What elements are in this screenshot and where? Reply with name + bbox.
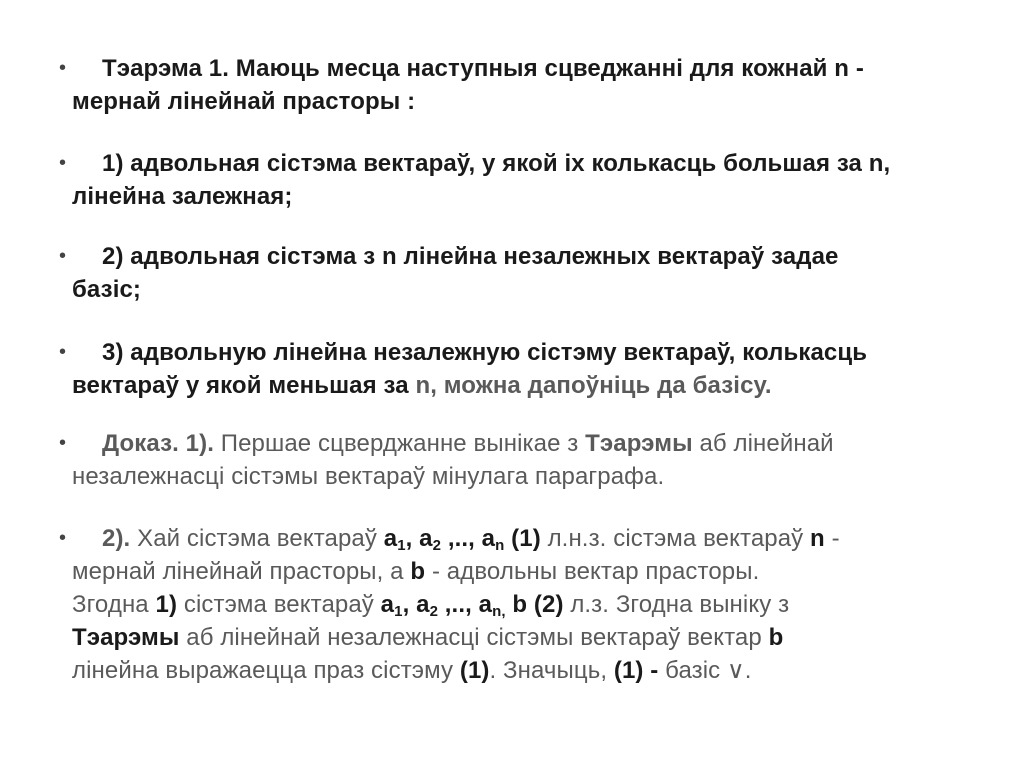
text-line [72,180,996,213]
bullet-statement-1 [59,147,996,213]
bullet-text [66,522,996,687]
text-line [72,85,996,118]
bullet-text [66,147,996,213]
text-run: базіс; [72,276,142,303]
text-run: Хай сістэма вектараў [130,525,384,552]
bullet-dot: • [59,57,67,79]
bullet-text [66,52,996,118]
text-run: (1) [459,657,490,684]
subscript-run: n, [492,603,506,620]
subscript-run: n [495,537,505,554]
text-line [72,147,996,180]
text-line [72,427,996,460]
text-line [72,588,996,621]
text-run: a [383,525,398,552]
text-run: незалежнасці сістэмы вектараў мінулага параграфа. [72,463,665,490]
text-run: 2). [102,525,131,552]
subscript-run: 2 [429,603,439,620]
bullet-statement-3 [59,336,996,402]
text-run: 3) адвольную лінейна незалежную сістэму вектараў, колькасць [102,339,868,366]
text-run: 1) адвольная сістэма вектараў, у якой іх колькасць большая за n, [102,150,891,177]
text-run: ,.., a [441,525,496,552]
bullet-dot: • [59,527,67,549]
subscript-run: 1 [397,537,406,554]
text-line [72,52,996,85]
text-run: , a [402,591,430,618]
text-run: b [410,558,426,585]
bullet-proof-1 [59,427,996,493]
subscript-run: 2 [432,537,442,554]
bullet-dot: • [59,432,67,454]
text-line [72,369,996,402]
text-run: сістэма вектараў [177,591,381,618]
text-line [72,621,996,654]
text-run: мернай лінейнай прасторы, а [72,558,411,585]
bullet-statement-2 [59,240,996,306]
text-run: , a [405,525,433,552]
text-run: n, можна дапоўніць да базісу. [415,372,772,399]
text-run: b [768,624,784,651]
text-line [72,460,996,493]
bullet-dot: • [59,152,67,174]
text-line [72,336,996,369]
text-line [72,522,996,555]
text-run: 1) [155,591,178,618]
text-run: л.з. Згодна выніку з [563,591,790,618]
text-run: ∨. [727,657,752,684]
text-run: лінейна залежная; [72,183,293,210]
bullet-dot: • [59,245,67,267]
text-run: - адвольны вектар прасторы. [425,558,760,585]
text-run: b (2) [505,591,564,618]
text-run: - [824,525,840,552]
text-run: Тэарэма 1. Маюць месца наступныя сцведжанні для кожнай n - [102,55,864,82]
text-run: Згодна [72,591,156,618]
text-run: . Значыць, [489,657,614,684]
text-run: Тэарэмы [585,430,693,457]
text-run: мернай лінейнай прасторы : [72,88,416,115]
text-run: (1) - [613,657,659,684]
text-run: л.н.з. сістэма вектараў [540,525,811,552]
bullet-text [66,427,996,493]
text-run: Доказ. 1). [102,430,214,457]
bullet-text [66,240,996,306]
text-line [72,273,996,306]
bullet-theorem [59,52,996,118]
text-run: 2) адвольная сістэма з n лінейна незалежных вектараў задае [102,243,839,270]
text-run: лінейна выражаецца праз сістэму [72,657,460,684]
text-line [72,240,996,273]
text-run: Першае сцверджанне вынікае з [213,430,586,457]
subscript-run: 1 [394,603,403,620]
text-run: n [810,525,825,552]
text-line [72,555,996,588]
bullet-dot: • [59,341,67,363]
text-run: ,.., a [438,591,493,618]
text-run: a [380,591,395,618]
text-run: (1) [504,525,541,552]
text-run: Тэарэмы [72,624,180,651]
bullet-proof-2 [59,522,996,687]
text-line [72,654,996,687]
text-run: аб лінейнай [692,430,834,457]
bullet-text [66,336,996,402]
text-run: вектараў у якой меньшая за [72,372,416,399]
text-run: базіс [658,657,728,684]
text-run: аб лінейнай незалежнасці сістэмы вектараў вектар [179,624,769,651]
